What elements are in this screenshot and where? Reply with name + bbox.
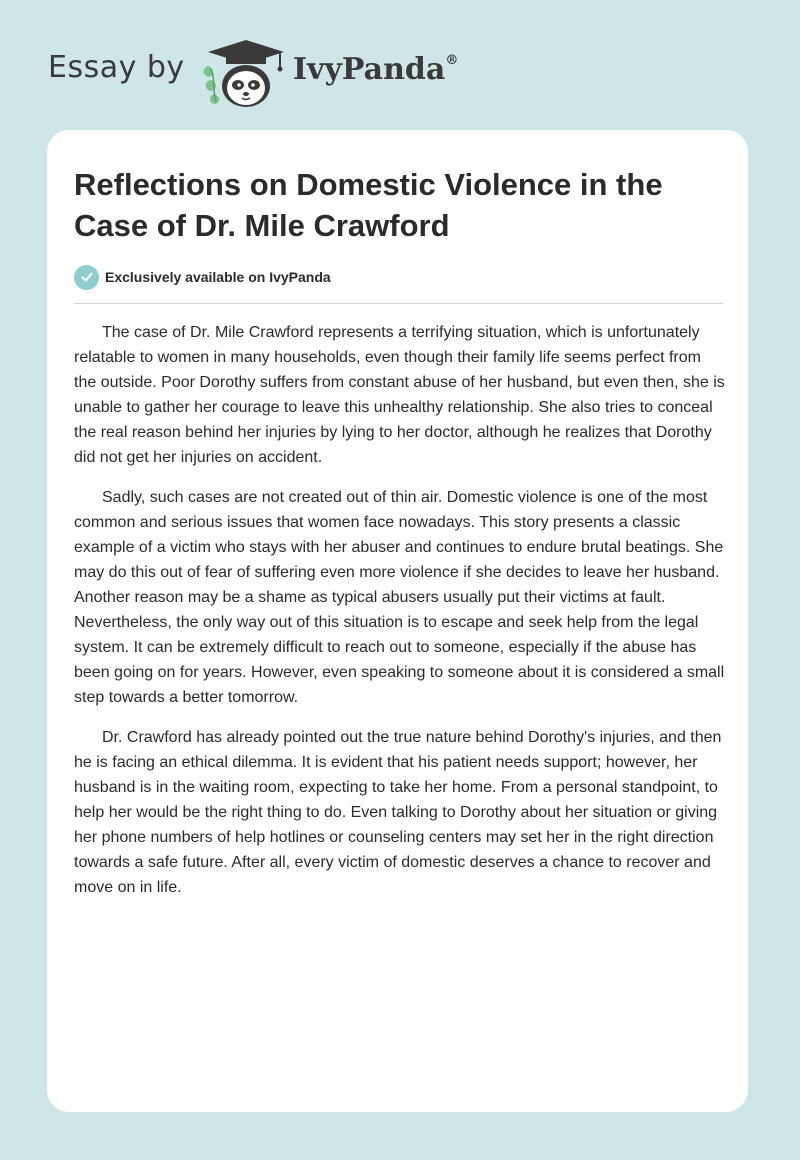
exclusive-badge: [74, 264, 331, 290]
essay-body: [74, 320, 726, 915]
brand-name[interactable]: [293, 52, 458, 87]
paragraph-2: Sadly, such cases are not created out of thin air. Domestic violence is one of the most common and serious issues that women face nowadays. This story presents a classic example of a victim who stays with her abuser and continues to endure brutal beatings. She may do this out of fear of suffering even more violence if she decides to leave her husband. Another reason may be a shame as typical abusers usually put their victims at fault. Nevertheless, the only way out of this situation is to escape and seek help from the legal system. It can be extremely difficult to reach out to someone, especially if the abuse has been going on for years. However, even speaking to someone about it is considered a small step towards a better tomorrow.: [74, 489, 725, 706]
paragraph-1: The case of Dr. Mile Crawford represents a terrifying situation, which is unfortunately relatable to women in many households, even though their family life seems perfect from the outside. Poor Dorothy suffers from constant abuse of her husband, but even then, she is unable to gather her courage to leave this unhealthy relationship. She also tries to conceal the real reason behind her injuries by lying to her doctor, although he realizes that Dorothy did not get her injuries on accident.: [74, 324, 725, 466]
brand-text: IvyPanda: [293, 52, 446, 87]
essay-by-label: Essay by: [48, 50, 185, 85]
essay-title: Reflections on Domestic Violence in the Case of Dr. Mile Crawford: [74, 167, 663, 243]
panda-graduate-logo-icon[interactable]: [200, 36, 292, 110]
site-header: [0, 0, 800, 130]
check-circle-icon: [74, 265, 99, 290]
paragraph-3: Dr. Crawford has already pointed out the true nature behind Dorothy's injuries, and then he is facing an ethical dilemma. It is evident that his patient needs support; however, her husband is in the waiting room, expecting to take her home. From a personal standpoint, to help her would be the right thing to do. Even talking to Dorothy about her situation or giving her phone numbers of help hotlines or counseling centers may set her in the right direction towards a safe future. After all, every victim of domestic deserves a chance to recover and move on in life.: [74, 729, 722, 896]
exclusive-label: Exclusively available on IvyPanda: [105, 269, 331, 285]
trademark-symbol: ®: [445, 53, 459, 68]
essay-card: [47, 130, 748, 1112]
divider: [74, 303, 723, 304]
